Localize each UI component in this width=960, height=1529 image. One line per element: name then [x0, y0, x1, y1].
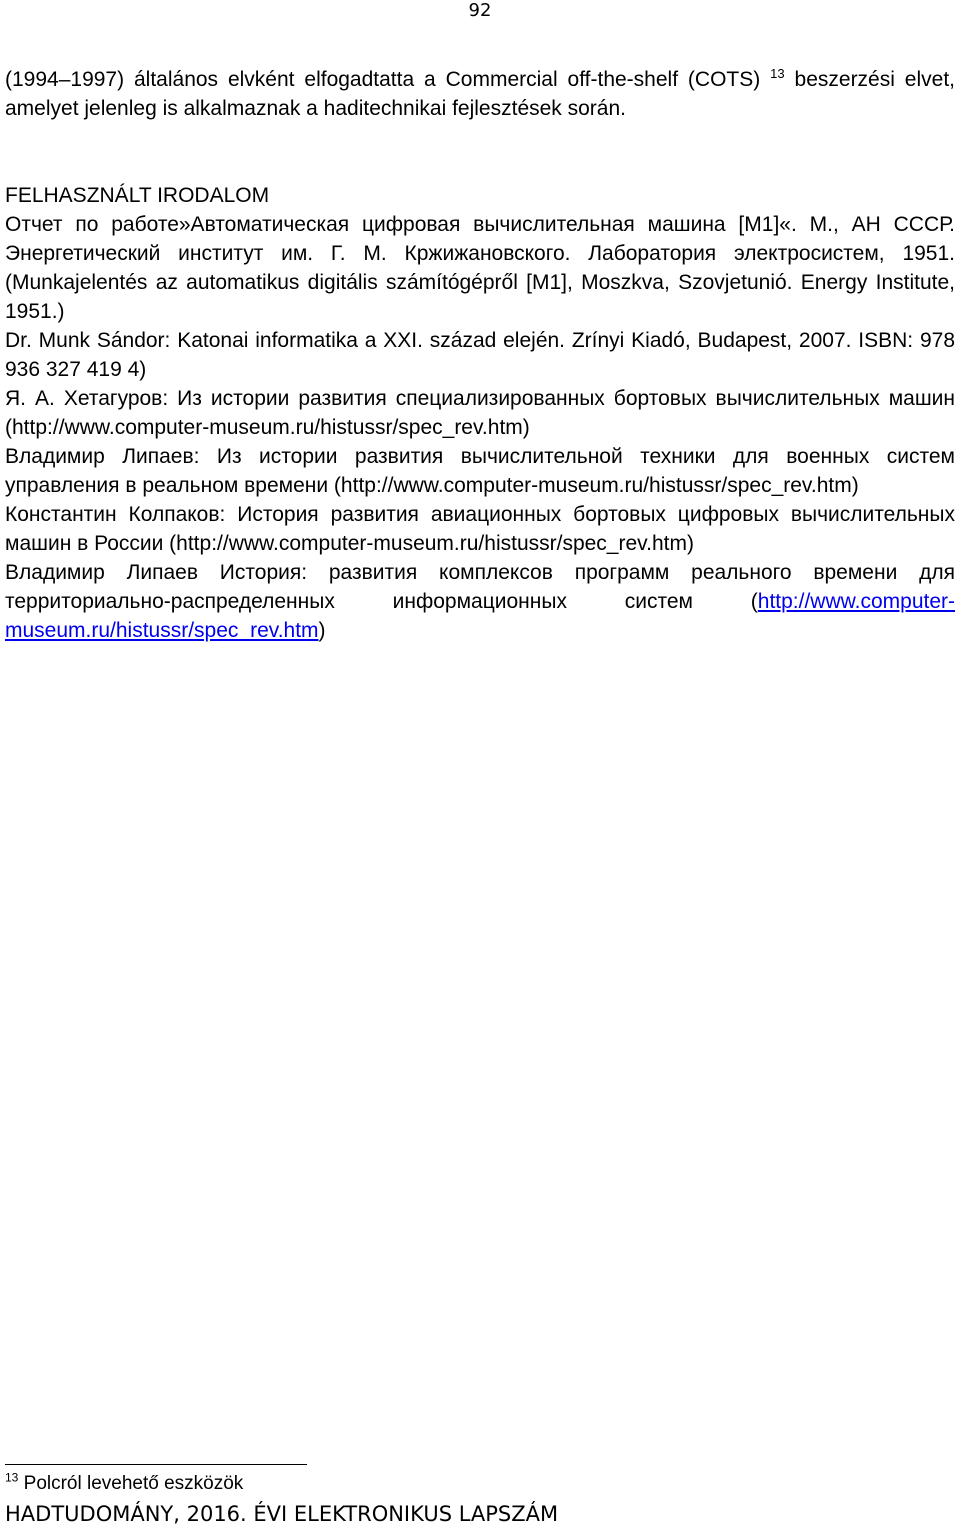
- reference-item: Владимир Липаев: Из истории развития вычислительной техники для военных систем управления в реальном времени (http://www.computer-museum.ru/histussr/spec_rev.htm): [5, 445, 955, 497]
- footnote-number: 13: [5, 1470, 19, 1485]
- footnote: [5, 1472, 243, 1496]
- footnote-ref[interactable]: 13: [770, 66, 785, 81]
- page-number: 92: [468, 0, 492, 21]
- reference-close: ): [318, 619, 326, 642]
- intro-text: (1994–1997) általános elvként elfogadtatta a Commercial off-the-shelf (COTS): [5, 68, 761, 91]
- reference-item: Dr. Munk Sándor: Katonai informatika a XXI. század elején. Zrínyi Kiadó, Budapest, 2007. ISBN: 978 936 327 419 4): [5, 329, 955, 381]
- spacer: [5, 123, 955, 181]
- reference-item: Отчет по работе»Автоматическая цифровая вычислительная машина [M1]«. М., АН СССР. Энергетический институт им. Г. М. Кржижановского. Лаборатория электросистем, 1951. (Munkajelentés az automatikus digitális számítógépről [M1], Moszkva, Szovjetunió. Energy Institute, 1951.): [5, 213, 955, 323]
- intro-paragraph: [5, 65, 955, 123]
- intro-text-continued: beszerzési elvet, amelyet jelenleg is alkalmaznak a haditechnikai fejlesztések során.: [5, 68, 955, 120]
- reference-item: Я. А. Хетагуров: Из истории развития специализированных бортовых вычислительных машин (http://www.computer-museum.ru/histussr/spec_rev.htm): [5, 387, 955, 439]
- footnote-divider: [5, 1464, 307, 1465]
- footnote-text: Polcról levehető eszközök: [23, 1473, 244, 1494]
- body-text: [5, 65, 955, 645]
- reference-item: [5, 558, 955, 645]
- reference-text: Владимир Липаев История: развития комплексов программ реального времени для территориально-распределенных информационных систем (: [5, 561, 955, 613]
- section-heading: FELHASZNÁLT IRODALOM: [5, 184, 270, 207]
- reference-item: Константин Колпаков: История развития авиационных бортовых цифровых вычислительных машин в России (http://www.computer-museum.ru/histussr/spec_rev.htm): [5, 503, 955, 555]
- reference-link[interactable]: http://www.computer-museum.ru/histussr/spec_rev.htm: [5, 590, 955, 642]
- page-footer: HADTUDOMÁNY, 2016. ÉVI ELEKTRONIKUS LAPSZÁM: [5, 1502, 559, 1526]
